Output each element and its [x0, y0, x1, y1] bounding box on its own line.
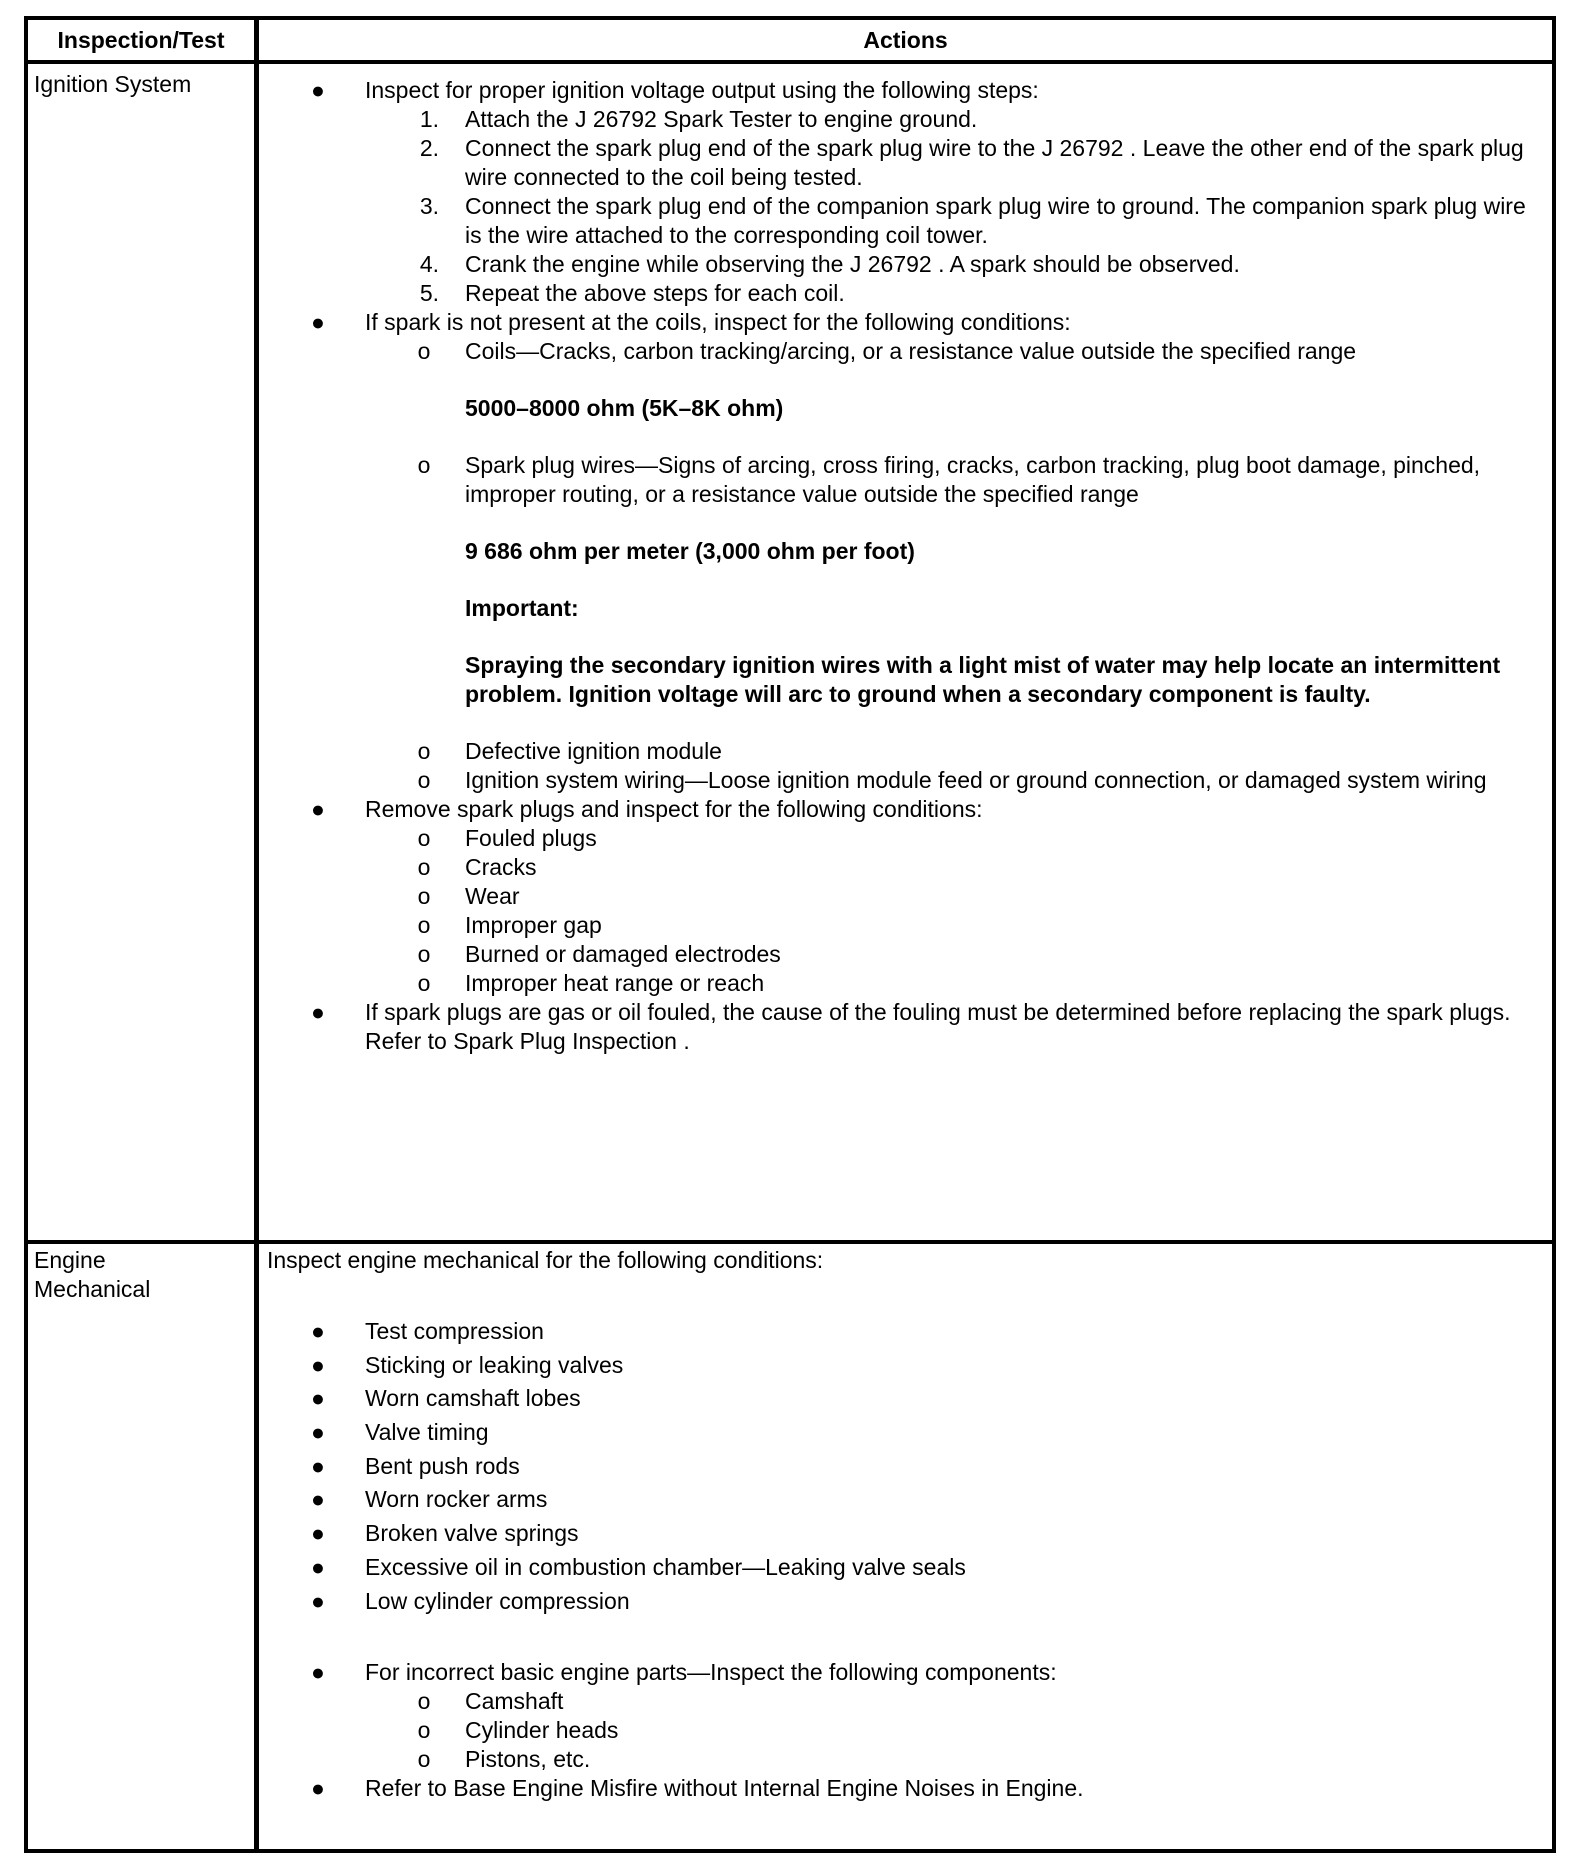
bullet-icon: ● [311, 999, 325, 1025]
list-item: ● Bent push rods [259, 1452, 1552, 1486]
sub-item: o Spark plug wires—Signs of arcing, cross firing, cracks, carbon tracking, plug boot damage, pinched, improper routing, or a resistance value outside the specified range [259, 451, 1552, 509]
sub-item: o Defective ignition module [259, 737, 1552, 766]
row-divider [28, 1240, 1552, 1244]
header-inspection-test: Inspection/Test [57, 26, 225, 53]
important-label: Important: [465, 595, 579, 621]
circle-icon: o [417, 738, 431, 764]
circle-icon: o [417, 970, 431, 996]
circle-icon: o [417, 767, 431, 793]
bullet-icon: ● [311, 1775, 325, 1802]
step-item: 3. Connect the spark plug end of the companion spark plug wire to ground. The companion spark plug wire is the wire attached to the corresponding coil tower. [419, 193, 1526, 248]
step-item: 1. Attach the J 26792 Spark Tester to engine ground. [419, 106, 978, 132]
sub-item: o Camshaft [259, 1687, 1552, 1716]
bullet-icon: ● [311, 1587, 325, 1614]
sub-item: o Cylinder heads [259, 1716, 1552, 1745]
list-item: ● Valve timing [259, 1418, 1552, 1452]
engine-intro: Inspect engine mechanical for the following conditions: [267, 1247, 824, 1273]
coil-spec: 5000–8000 ohm (5K–8K ohm) [465, 395, 784, 421]
bullet-icon: ● [311, 1553, 325, 1580]
circle-icon: o [417, 1717, 431, 1744]
list-item: ● Sticking or leaking valves [259, 1351, 1552, 1385]
bullet-icon: ● [311, 1520, 325, 1547]
bullet-icon: ● [311, 796, 325, 822]
list-item: ● Worn camshaft lobes [259, 1384, 1552, 1418]
list-item: ● Low cylinder compression [259, 1587, 1552, 1621]
bullet-icon: ● [311, 309, 325, 335]
engine-mechanical-label: Engine Mechanical [34, 1247, 151, 1302]
circle-icon: o [417, 1688, 431, 1715]
list-item: ● Excessive oil in combustion chamber—Leaking valve seals [259, 1553, 1552, 1587]
circle-icon: o [417, 912, 431, 938]
sub-item: o Wear [259, 882, 1552, 911]
header-divider [28, 60, 1552, 64]
list-item: ● For incorrect basic engine parts—Inspect the following components: [259, 1658, 1552, 1687]
bullet-icon: ● [311, 1486, 325, 1513]
header-actions: Actions [863, 26, 948, 53]
bullet-icon: ● [311, 1452, 325, 1479]
list-item: ● If spark is not present at the coils, inspect for the following conditions: [259, 308, 1552, 337]
bullet-icon: ● [311, 1385, 325, 1412]
list-item: ● Test compression [259, 1317, 1552, 1351]
list-item: ● Inspect for proper ignition voltage output using the following steps: [259, 76, 1552, 105]
ignition-system-label: Ignition System [34, 71, 192, 97]
wire-spec: 9 686 ohm per meter (3,000 ohm per foot) [465, 538, 915, 564]
bullet-icon: ● [311, 1659, 325, 1686]
circle-icon: o [417, 452, 431, 478]
circle-icon: o [417, 854, 431, 880]
sub-item: o Improper gap [259, 911, 1552, 940]
circle-icon: o [417, 941, 431, 967]
sub-item: o Burned or damaged electrodes [259, 940, 1552, 969]
list-item: ● If spark plugs are gas or oil fouled, the cause of the fouling must be determined before replacing the spark plugs. Refer to Spark Plug Inspection . [259, 998, 1552, 1056]
inspection-table [24, 16, 1556, 1853]
sub-item: o Ignition system wiring—Loose ignition module feed or ground connection, or damaged system wiring [259, 766, 1552, 795]
bullet-icon: ● [311, 1318, 325, 1344]
sub-item: o Improper heat range or reach [259, 969, 1552, 998]
important-text: Spraying the secondary ignition wires with a light mist of water may help locate an intermittent problem. Ignition voltage will arc to ground when a secondary component is faulty. [465, 652, 1501, 707]
list-item: ● Broken valve springs [259, 1519, 1552, 1553]
circle-icon: o [417, 1746, 431, 1773]
bullet-icon: ● [311, 1419, 325, 1446]
sub-item: o Fouled plugs [259, 824, 1552, 853]
bullet-icon: ● [311, 1351, 325, 1378]
list-item: ● Remove spark plugs and inspect for the following conditions: [259, 795, 1552, 824]
circle-icon: o [417, 338, 431, 364]
sub-item: o Pistons, etc. [259, 1745, 1552, 1774]
sub-item: o Coils—Cracks, carbon tracking/arcing, or a resistance value outside the specified range [259, 337, 1552, 366]
engine-actions [259, 1246, 1552, 1803]
list-item: ● Worn rocker arms [259, 1485, 1552, 1519]
step-item: 5. Repeat the above steps for each coil. [419, 280, 845, 306]
sub-item: o Cracks [259, 853, 1552, 882]
ignition-actions [259, 76, 1552, 1056]
circle-icon: o [417, 825, 431, 851]
step-item: 2. Connect the spark plug end of the spark plug wire to the J 26792 . Leave the other end of the spark plug wire connected to the coil being tested. [419, 135, 1524, 190]
circle-icon: o [417, 883, 431, 909]
step-item: 4. Crank the engine while observing the J 26792 . A spark should be observed. [419, 251, 1240, 277]
bullet-icon: ● [311, 77, 325, 103]
list-item: ● Refer to Base Engine Misfire without Internal Engine Noises in Engine. [259, 1774, 1552, 1803]
